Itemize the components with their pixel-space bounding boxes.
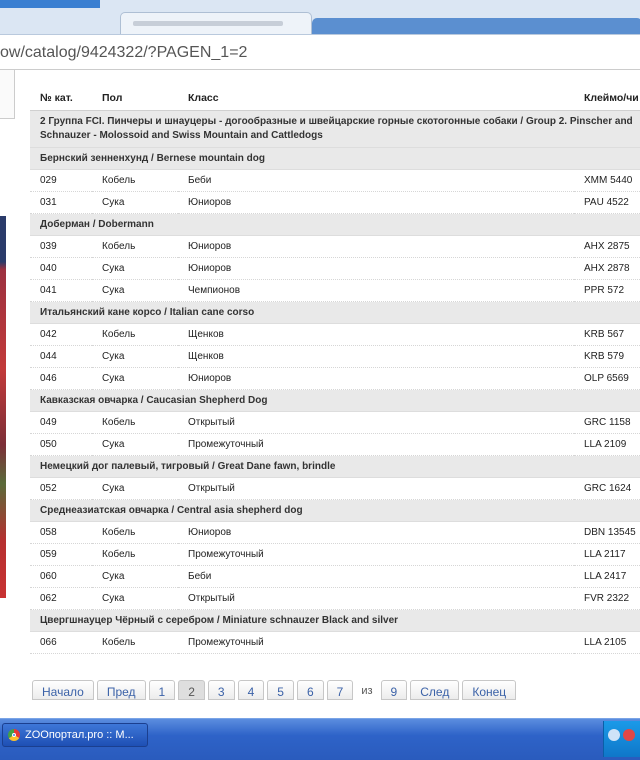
table-row <box>30 236 640 258</box>
pager-prev-button[interactable]: Пред <box>97 680 146 700</box>
breed-title: Бернский зенненхунд / Bernese mountain dog <box>30 148 640 170</box>
cell-sex: Сука <box>92 478 178 500</box>
pagination <box>32 680 519 700</box>
cell-sex: Сука <box>92 588 178 610</box>
cell-brand: PAU 4522 <box>574 192 640 214</box>
cell-class: Юниоров <box>178 236 574 258</box>
pager-of-label: из <box>361 685 373 697</box>
pager-page-3[interactable]: 3 <box>208 680 235 700</box>
taskbar-item-label: ZOOпортал.pro :: M... <box>25 729 134 741</box>
cell-class: Чемпионов <box>178 280 574 302</box>
fci-group-title: 2 Группа FCI. Пинчеры и шнауцеры - догообразные и швейцарские горные скотогонные собаки / Group 2. Pinscher and Schnauzer - Molossoid and Swiss Mountain and Cattledogs <box>30 111 640 148</box>
table-row <box>30 544 640 566</box>
table-row <box>30 566 640 588</box>
cell-catalog-number: 046 <box>30 368 92 390</box>
address-url[interactable]: ow/catalog/9424322/?PAGEN_1=2 <box>0 44 248 61</box>
cell-sex: Кобель <box>92 544 178 566</box>
cell-catalog-number: 050 <box>30 434 92 456</box>
cell-sex: Кобель <box>92 632 178 654</box>
catalog-table <box>30 86 640 654</box>
cell-class: Юниоров <box>178 368 574 390</box>
pager-last-button[interactable]: Конец <box>462 680 516 700</box>
table-row <box>30 632 640 654</box>
breed-title: Кавказская овчарка / Caucasian Shepherd Dog <box>30 390 640 412</box>
cell-catalog-number: 029 <box>30 170 92 192</box>
cell-class: Юниоров <box>178 522 574 544</box>
breed-header-row <box>30 500 640 522</box>
cell-sex: Кобель <box>92 324 178 346</box>
header-catalog-number: № кат. <box>30 86 92 111</box>
cell-class: Беби <box>178 566 574 588</box>
cell-class: Открытый <box>178 588 574 610</box>
table-header-row <box>30 86 640 111</box>
pager-page-1[interactable]: 1 <box>149 680 176 700</box>
cell-catalog-number: 031 <box>30 192 92 214</box>
breed-header-row <box>30 456 640 478</box>
cell-class: Открытый <box>178 478 574 500</box>
cell-class: Беби <box>178 170 574 192</box>
left-sidebar-frame <box>0 70 15 119</box>
cell-catalog-number: 040 <box>30 258 92 280</box>
tray-security-icon[interactable] <box>623 729 635 741</box>
cell-brand: PPR 572 <box>574 280 640 302</box>
cell-sex: Сука <box>92 258 178 280</box>
cell-catalog-number: 042 <box>30 324 92 346</box>
cell-class: Открытый <box>178 412 574 434</box>
windows-taskbar <box>0 718 640 760</box>
breed-title: Доберман / Dobermann <box>30 214 640 236</box>
cell-brand: XMM 5440 <box>574 170 640 192</box>
cell-class: Щенков <box>178 346 574 368</box>
cell-brand: KRB 567 <box>574 324 640 346</box>
tab-strip-accent <box>0 0 100 8</box>
fci-group-header-row <box>30 111 640 148</box>
browser-tab-active[interactable] <box>120 12 312 35</box>
cell-brand: LLA 2417 <box>574 566 640 588</box>
cell-catalog-number: 062 <box>30 588 92 610</box>
cell-class: Юниоров <box>178 192 574 214</box>
table-row <box>30 434 640 456</box>
cell-sex: Кобель <box>92 236 178 258</box>
tray-network-icon[interactable] <box>608 729 620 741</box>
cell-catalog-number: 041 <box>30 280 92 302</box>
cell-sex: Сука <box>92 434 178 456</box>
cell-catalog-number: 060 <box>30 566 92 588</box>
tab-title-blurred <box>133 21 283 26</box>
cell-brand: DBN 13545 <box>574 522 640 544</box>
cell-sex: Кобель <box>92 522 178 544</box>
cell-catalog-number: 058 <box>30 522 92 544</box>
cell-brand: AHX 2875 <box>574 236 640 258</box>
taskbar-browser-button[interactable] <box>2 723 148 747</box>
breed-title: Среднеазиатская овчарка / Central asia shepherd dog <box>30 500 640 522</box>
cell-catalog-number: 049 <box>30 412 92 434</box>
cell-catalog-number: 066 <box>30 632 92 654</box>
chrome-icon <box>8 729 20 741</box>
cell-sex: Сука <box>92 368 178 390</box>
breed-header-row <box>30 610 640 632</box>
cell-brand: FVR 2322 <box>574 588 640 610</box>
table-row <box>30 258 640 280</box>
table-row <box>30 170 640 192</box>
cell-brand: GRC 1158 <box>574 412 640 434</box>
table-row <box>30 412 640 434</box>
browser-tab-strip <box>0 0 640 35</box>
address-bar[interactable] <box>0 35 640 70</box>
cell-brand: AHX 2878 <box>574 258 640 280</box>
cell-catalog-number: 044 <box>30 346 92 368</box>
cell-catalog-number: 052 <box>30 478 92 500</box>
breed-header-row <box>30 214 640 236</box>
breed-title: Немецкий дог палевый, тигровый / Great Dane fawn, brindle <box>30 456 640 478</box>
header-sex: Пол <box>92 86 178 111</box>
cell-sex: Сука <box>92 280 178 302</box>
table-row <box>30 192 640 214</box>
cell-sex: Кобель <box>92 412 178 434</box>
breed-title: Итальянский кане корсо / Italian cane corso <box>30 302 640 324</box>
breed-header-row <box>30 302 640 324</box>
breed-header-row <box>30 390 640 412</box>
system-tray <box>603 721 640 757</box>
cell-sex: Сука <box>92 346 178 368</box>
pager-first-button[interactable]: Начало <box>32 680 94 700</box>
catalog-table-container <box>30 86 640 654</box>
table-row <box>30 324 640 346</box>
table-body <box>30 111 640 654</box>
cell-class: Щенков <box>178 324 574 346</box>
table-row <box>30 478 640 500</box>
table-row <box>30 368 640 390</box>
browser-tab-new[interactable] <box>312 18 640 34</box>
cell-brand: KRB 579 <box>574 346 640 368</box>
breed-title: Цвергшнауцер Чёрный с серебром / Miniature schnauzer Black and silver <box>30 610 640 632</box>
cell-brand: LLA 2105 <box>574 632 640 654</box>
cell-brand: OLP 6569 <box>574 368 640 390</box>
table-row <box>30 522 640 544</box>
cell-brand: GRC 1624 <box>574 478 640 500</box>
cell-catalog-number: 059 <box>30 544 92 566</box>
pager-total-page[interactable]: 9 <box>381 680 408 700</box>
cell-sex: Сука <box>92 566 178 588</box>
pager-page-7[interactable]: 7 <box>327 680 354 700</box>
pager-page-2-current: 2 <box>178 680 205 700</box>
cell-class: Промежуточный <box>178 434 574 456</box>
pager-next-button[interactable]: След <box>410 680 459 700</box>
cell-sex: Кобель <box>92 170 178 192</box>
cell-sex: Сука <box>92 192 178 214</box>
table-row <box>30 588 640 610</box>
pager-page-6[interactable]: 6 <box>297 680 324 700</box>
table-row <box>30 280 640 302</box>
cell-class: Промежуточный <box>178 632 574 654</box>
cell-brand: LLA 2117 <box>574 544 640 566</box>
table-row <box>30 346 640 368</box>
cell-class: Юниоров <box>178 258 574 280</box>
pager-page-5[interactable]: 5 <box>267 680 294 700</box>
header-class: Класс <box>178 86 574 111</box>
cell-class: Промежуточный <box>178 544 574 566</box>
cell-catalog-number: 039 <box>30 236 92 258</box>
breed-header-row <box>30 148 640 170</box>
cell-brand: LLA 2109 <box>574 434 640 456</box>
header-brand-chip: Клеймо/чи <box>574 86 640 111</box>
side-banner-image <box>0 216 6 598</box>
pager-page-4[interactable]: 4 <box>238 680 265 700</box>
